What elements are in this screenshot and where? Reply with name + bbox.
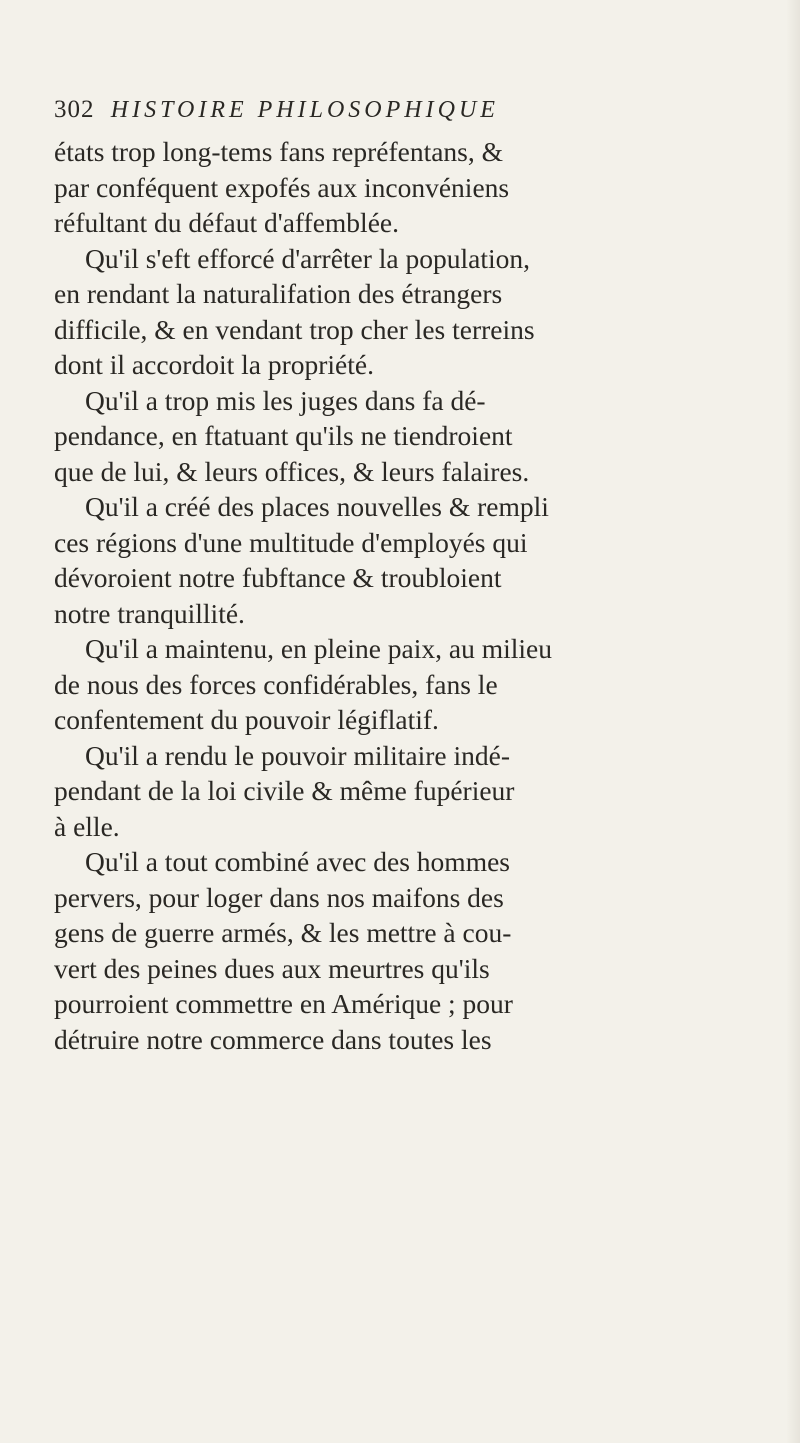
text-line: notre tranquillité.	[54, 597, 245, 629]
text-line: Qu'il a maintenu, en pleine paix, au milieu	[85, 633, 552, 664]
text-line: par conféquent expofés aux inconvéniens	[54, 171, 510, 203]
text-line: Qu'il a trop mis les juges dans fa dé-	[85, 384, 486, 416]
text-line: pendance, en ftatuant qu'ils ne tiendroient	[54, 420, 513, 451]
text-line: que de lui, & leurs offices, & leurs falaires.	[54, 455, 530, 487]
text-line: pourroient commettre en Amérique ; pour	[54, 988, 513, 1019]
body-text	[54, 134, 794, 1057]
text-line: à elle.	[54, 810, 120, 842]
page-header	[54, 96, 754, 136]
text-line: Qu'il s'eft efforcé d'arrêter la population,	[85, 242, 531, 274]
text-line: pendant de la loi civile & même fupérieur	[54, 775, 515, 806]
text-line: états trop long-tems fans repréfentans, &	[54, 136, 504, 167]
text-line: de nous des forces confidérables, fans le	[54, 668, 498, 700]
text-line: ces régions d'une multitude d'employés qui	[54, 526, 528, 558]
text-line: en rendant la naturalifation des étrangers	[54, 278, 503, 309]
page-number: 302	[54, 96, 95, 123]
text-line: vert des peines dues aux meurtres qu'ils	[54, 952, 490, 984]
text-line: difficile, & en vendant trop cher les terreins	[54, 313, 535, 345]
text-line: Qu'il a rendu le pouvoir militaire indé-	[85, 739, 510, 771]
text-line: confentement du pouvoir légiflatif.	[54, 704, 439, 735]
text-line: gens de guerre armés, & les mettre à cou-	[54, 917, 512, 948]
running-title: HISTOIRE PHILOSOPHIQUE	[110, 97, 499, 123]
text-line: réfultant du défaut d'affemblée.	[54, 207, 399, 238]
text-line: détruire notre commerce dans toutes les	[54, 1023, 492, 1055]
text-line: Qu'il a créé des places nouvelles & rempli	[85, 491, 549, 522]
text-line: dont il accordoit la propriété.	[54, 349, 374, 380]
text-line: pervers, pour loger dans nos maifons des	[54, 881, 504, 913]
text-line: Qu'il a tout combiné avec des hommes	[85, 846, 510, 877]
text-line: dévoroient notre fubftance & troubloient	[54, 562, 502, 593]
